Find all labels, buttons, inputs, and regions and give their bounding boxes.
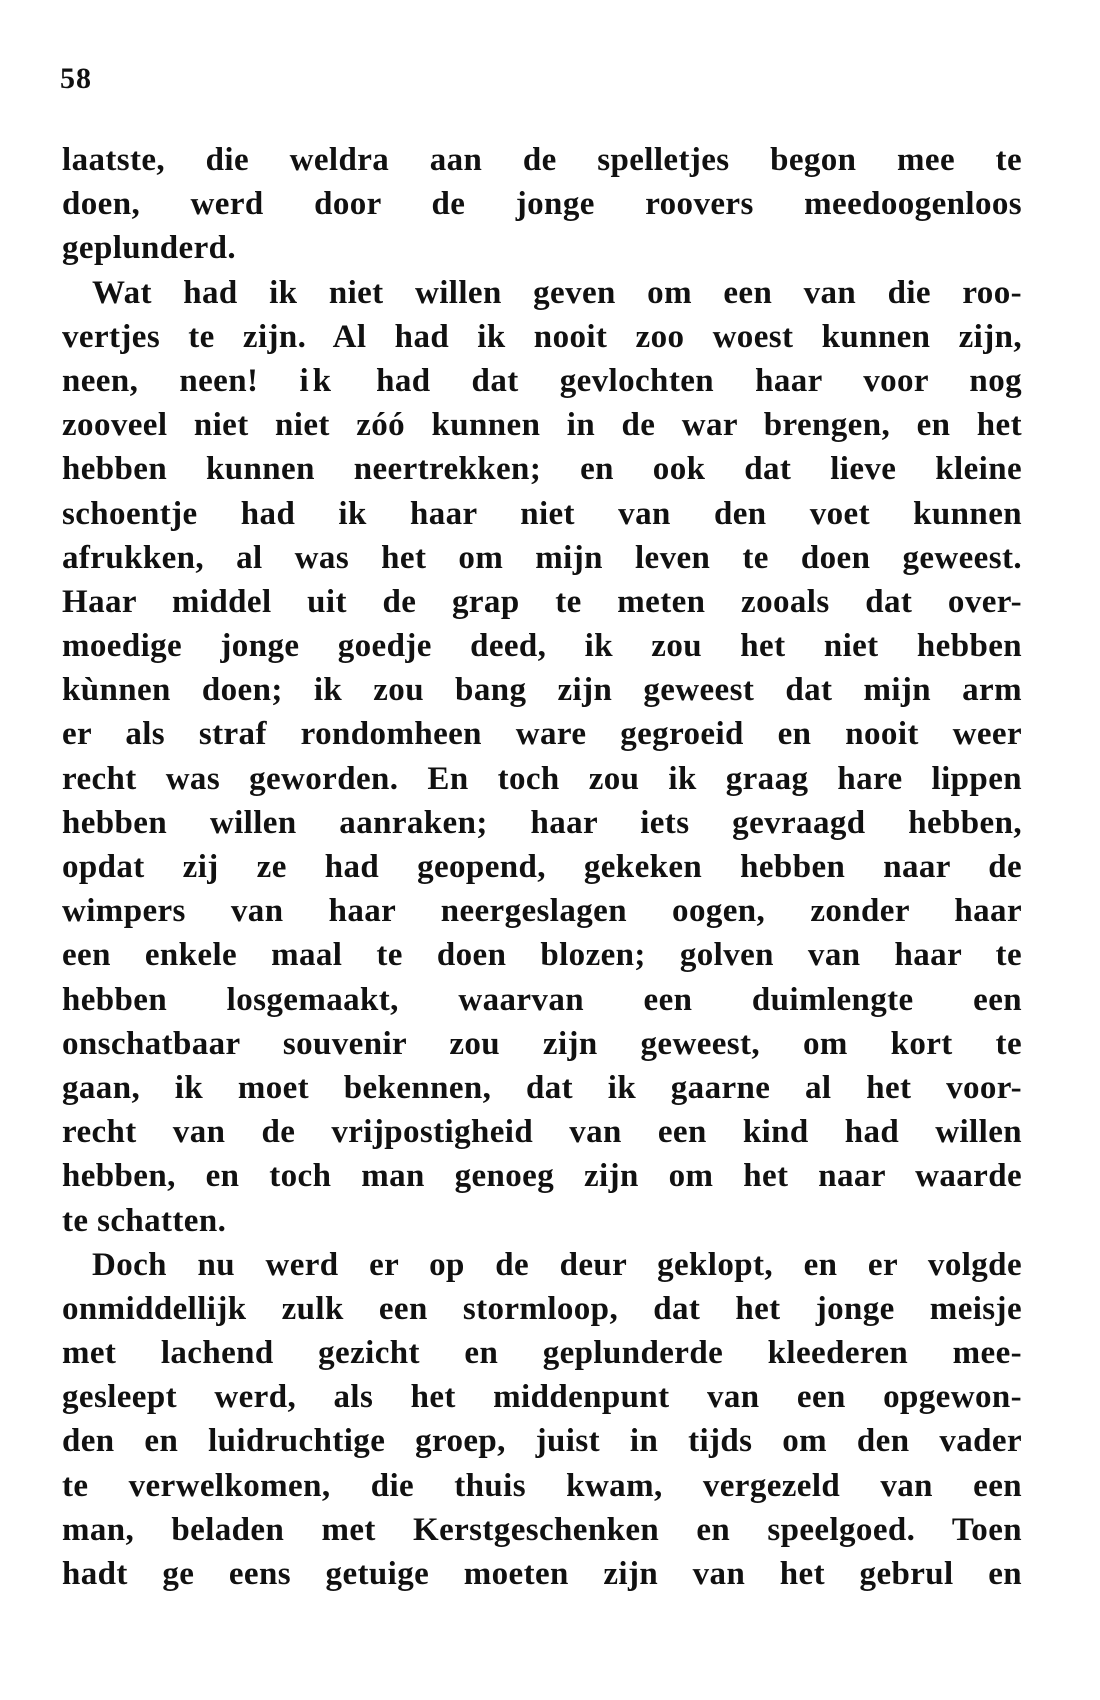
text-line: afrukken, al was het om mijn leven te doen geweest. xyxy=(62,539,1022,576)
text-line: geplunderd. xyxy=(62,230,237,267)
text-line: man, beladen met Kerstgeschenken en speelgoed. Toen xyxy=(62,1511,1022,1548)
page-number: 58 xyxy=(60,62,92,95)
text-line: vertjes te zijn. Al had ik nooit zoo woest kunnen zijn, xyxy=(62,318,1022,355)
text-line: doen, werd door de jonge roovers meedoogenloos xyxy=(62,186,1022,223)
text-line: gesleept werd, als het middenpunt van een opgewon- xyxy=(62,1379,1022,1416)
text-line: een enkele maal te doen blozen; golven van haar te xyxy=(62,937,1022,974)
text-line: zooveel niet niet zóó kunnen in de war brengen, en het xyxy=(62,407,1022,444)
text-line: laatste, die weldra aan de spelletjes begon mee te xyxy=(62,142,1022,178)
text-line: moedige jonge goedje deed, ik zou het niet hebben xyxy=(62,628,1022,665)
paragraph-first-line: Doch nu werd er op de deur geklopt, en er volgde xyxy=(92,1246,1022,1283)
text-line: den en luidruchtige groep, juist in tijds om den vader xyxy=(62,1423,1022,1460)
text-line: schoentje had ik haar niet van den voet kunnen xyxy=(62,495,1022,532)
text-line-with-emphasis xyxy=(62,359,1022,403)
text-line: hebben willen aanraken; haar iets gevraagd hebben, xyxy=(62,804,1022,841)
line-segment: had dat gevlochten haar voor nog xyxy=(376,362,1022,399)
text-line: hebben losgemaakt, waarvan een duimlengte een xyxy=(62,981,1022,1018)
paragraph-first-line: Wat had ik niet willen geven om een van die roo- xyxy=(92,274,1022,311)
body-text xyxy=(62,138,1022,1596)
text-line: te verwelkomen, die thuis kwam, vergezeld van een xyxy=(62,1467,1022,1504)
text-line: met lachend gezicht en geplunderde kleederen mee- xyxy=(62,1335,1022,1372)
text-line: gaan, ik moet bekennen, dat ik gaarne al het voor- xyxy=(62,1069,1022,1106)
text-line: opdat zij ze had geopend, gekeken hebben naar de xyxy=(62,849,1022,885)
text-line: er als straf rondomheen ware gegroeid en nooit weer xyxy=(62,716,1022,753)
text-line: recht van de vrijpostigheid van een kind had willen xyxy=(62,1114,1022,1151)
text-line: Haar middel uit de grap te meten zooals dat over- xyxy=(62,583,1022,620)
emphasized-word: ik xyxy=(299,362,335,399)
text-line: te schatten. xyxy=(62,1202,227,1239)
text-line: hebben kunnen neertrekken; en ook dat lieve kleine xyxy=(62,451,1022,488)
text-line: onschatbaar souvenir zou zijn geweest, om kort te xyxy=(62,1025,1022,1062)
line-segment: neen, neen! xyxy=(62,362,259,399)
text-line: kùnnen doen; ik zou bang zijn geweest dat mijn arm xyxy=(62,672,1022,709)
text-line: wimpers van haar neergeslagen oogen, zonder haar xyxy=(62,893,1022,930)
text-line: recht was geworden. En toch zou ik graag hare lippen xyxy=(62,760,1022,797)
text-line: hadt ge eens getuige moeten zijn van het gebrul en xyxy=(62,1556,1022,1592)
text-line: hebben, en toch man genoeg zijn om het naar waarde xyxy=(62,1158,1022,1195)
text-line: onmiddellijk zulk een stormloop, dat het jonge meisje xyxy=(62,1290,1022,1327)
